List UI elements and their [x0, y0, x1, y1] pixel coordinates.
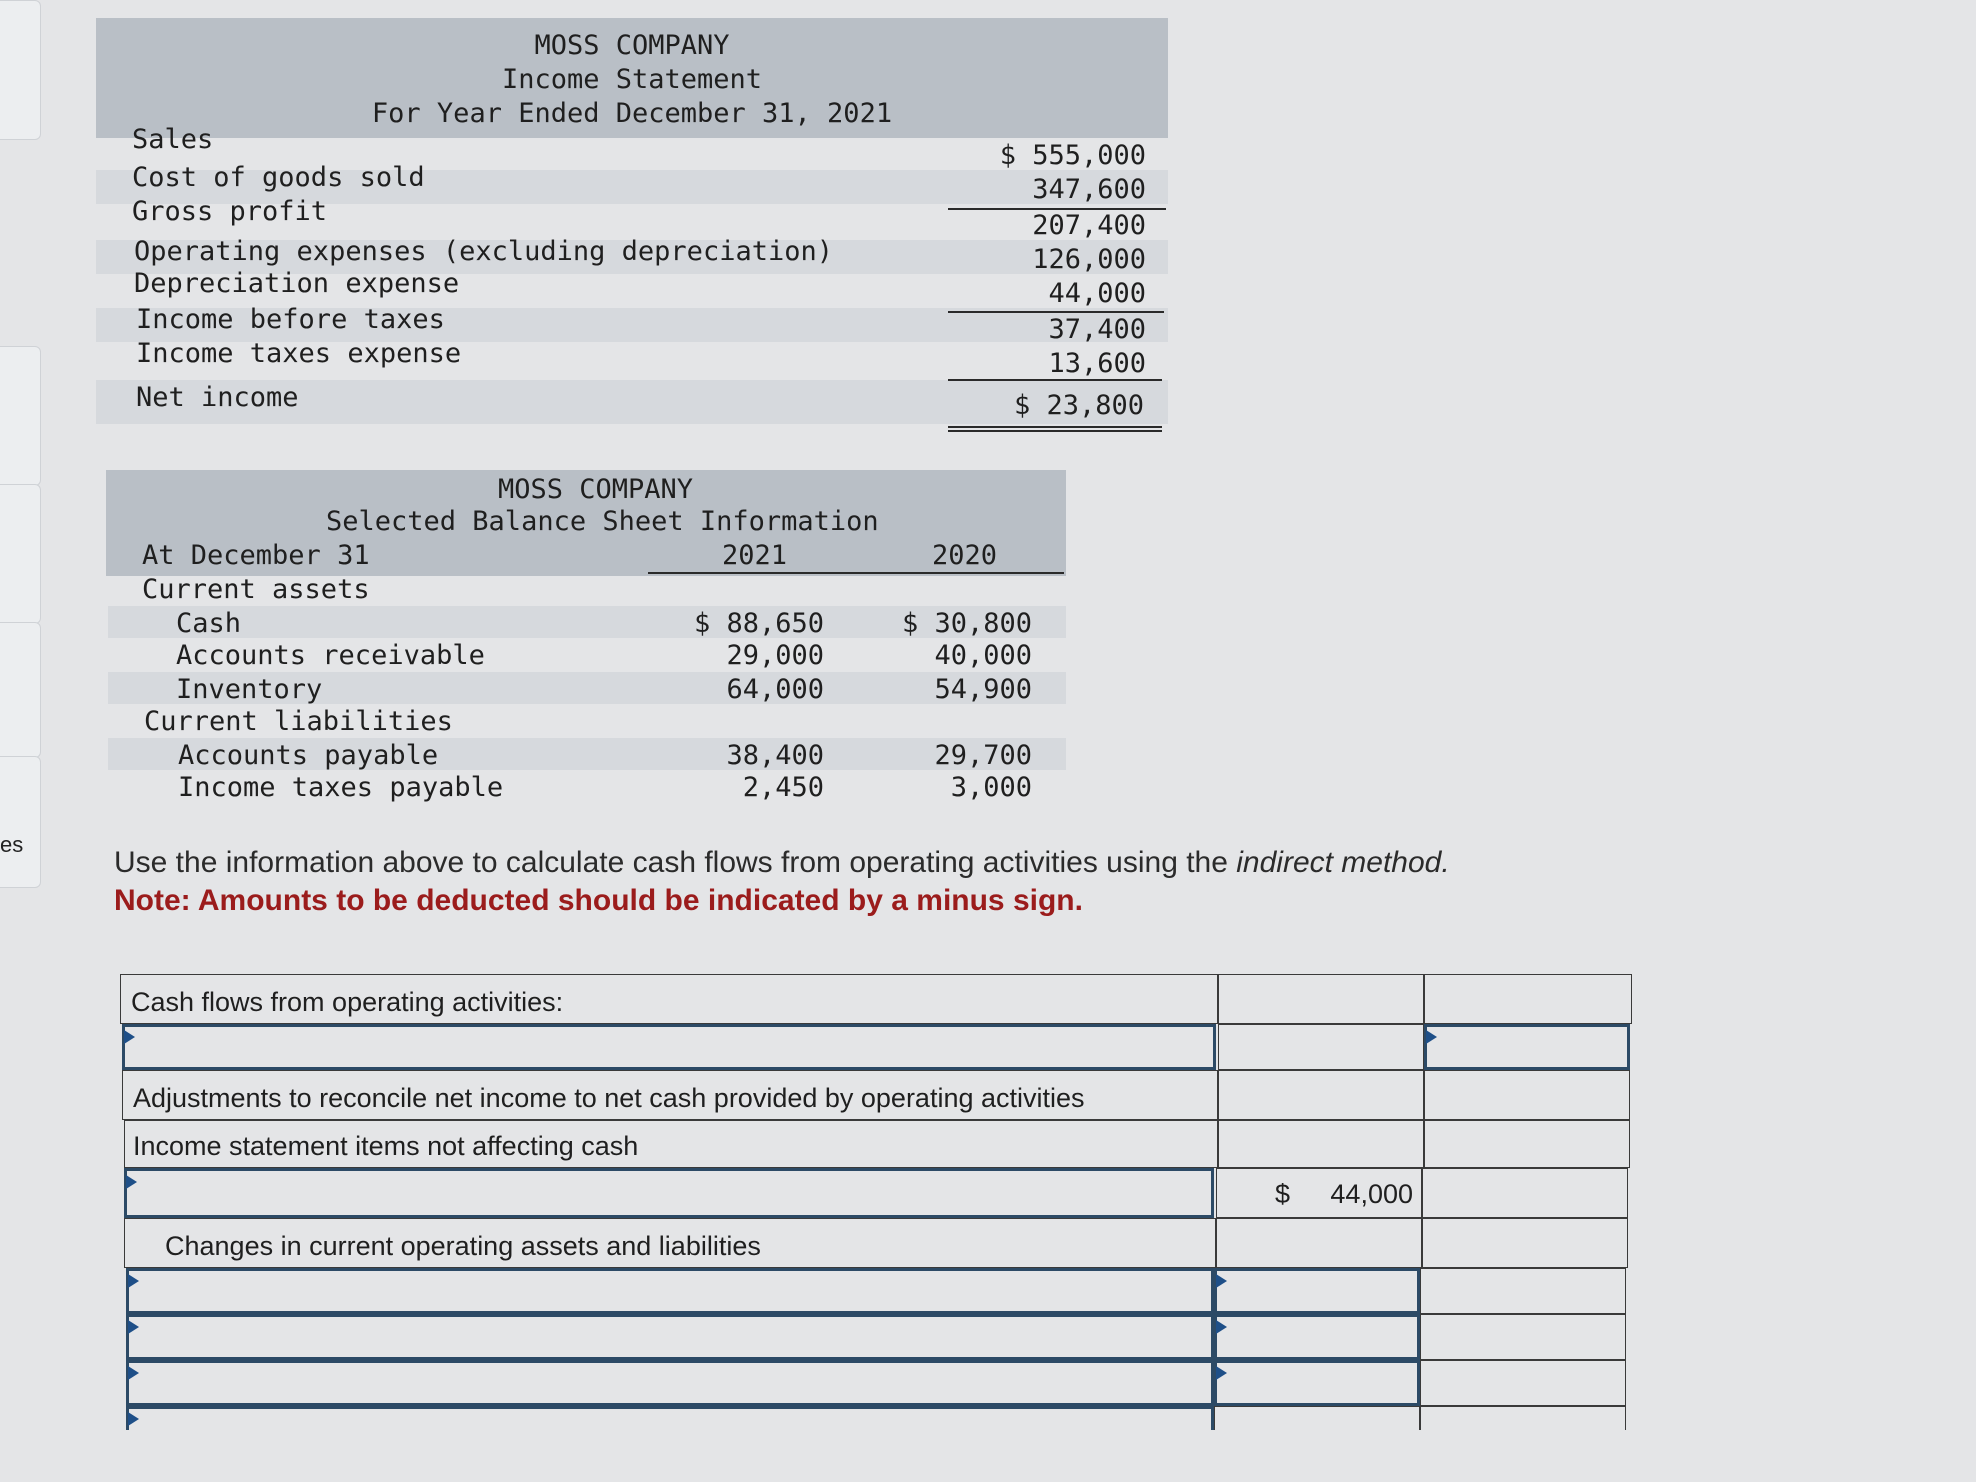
input-marker-icon — [126, 1175, 137, 1189]
table-cell — [1218, 1120, 1424, 1168]
is-value-cogs: 347,600 — [1032, 174, 1146, 205]
bs-inventory-2020: 54,900 — [934, 674, 1032, 705]
table-cell — [1424, 974, 1632, 1024]
table-cell — [1422, 1168, 1628, 1218]
table-cell — [1420, 1268, 1626, 1314]
is-value-income-taxes: 13,600 — [1048, 348, 1146, 379]
net-income-label-input[interactable] — [122, 1024, 1216, 1070]
input-marker-icon — [1216, 1366, 1227, 1380]
change-item-input-2[interactable] — [126, 1314, 1214, 1360]
change-amount-input-2[interactable] — [1214, 1314, 1420, 1360]
left-sidebar — [0, 0, 50, 1482]
bs-current-assets: Current assets — [142, 574, 370, 605]
bs-label-itp: Income taxes payable — [178, 772, 504, 803]
sidebar-card[interactable] — [0, 0, 41, 140]
instruction-note: Note: Amounts to be deducted should be indicated by a minus sign. — [114, 884, 1083, 917]
table-cell — [1218, 1070, 1424, 1120]
is-value-sales: $ 555,000 — [999, 140, 1146, 171]
sidebar-card[interactable] — [0, 622, 41, 758]
header-rule — [648, 572, 1064, 574]
bs-itp-2020: 3,000 — [950, 772, 1032, 803]
change-item-input-4[interactable] — [126, 1406, 1214, 1430]
is-label-depreciation: Depreciation expense — [134, 268, 460, 299]
total-double-rule — [948, 430, 1162, 432]
input-marker-icon — [128, 1412, 139, 1426]
income-statement-header — [96, 18, 1168, 138]
is-label-gross-profit: Gross profit — [132, 196, 328, 227]
instruction-method: indirect method. — [1236, 846, 1450, 879]
changes-heading: Changes in current operating assets and liabilities — [124, 1218, 1216, 1268]
change-amount-input-1[interactable] — [1214, 1268, 1420, 1314]
is-label-net-income: Net income — [136, 382, 299, 413]
non-cash-item-input[interactable] — [124, 1168, 1214, 1218]
change-amount-input-3[interactable] — [1214, 1360, 1420, 1406]
adjustments-heading: Adjustments to reconcile net income to net cash provided by operating activities — [122, 1070, 1218, 1120]
table-cell — [1422, 1218, 1628, 1268]
total-double-rule — [948, 426, 1162, 428]
table-cell — [1216, 1218, 1422, 1268]
bs-ar-2020: 40,000 — [934, 640, 1032, 671]
is-label-income-taxes: Income taxes expense — [136, 338, 462, 369]
bs-title: Selected Balance Sheet Information — [326, 506, 879, 537]
table-cell — [1424, 1120, 1630, 1168]
bs-label-ar: Accounts receivable — [176, 640, 485, 671]
bs-col-2021: 2021 — [722, 540, 788, 571]
balance-sheet-header — [106, 470, 1066, 576]
table-cell — [1420, 1406, 1626, 1430]
statement-title: Income Statement — [501, 64, 763, 95]
input-marker-icon — [1216, 1320, 1227, 1334]
cash-flows-heading: Cash flows from operating activities: — [120, 974, 1218, 1024]
bs-ap-2020: 29,700 — [934, 740, 1032, 771]
input-marker-icon — [1426, 1030, 1437, 1044]
sidebar-card[interactable] — [0, 756, 41, 888]
bs-ar-2021: 29,000 — [726, 640, 824, 671]
net-income-amount-input[interactable] — [1424, 1024, 1630, 1070]
bs-date-label: At December 31 — [142, 540, 370, 571]
is-label-sales: Sales — [132, 124, 214, 155]
is-label-operating-expenses: Operating expenses (excluding depreciation) — [134, 236, 833, 267]
bs-label-ap: Accounts payable — [178, 740, 439, 771]
instructions — [114, 846, 1450, 880]
bs-label-inventory: Inventory — [176, 674, 323, 705]
table-cell — [1420, 1314, 1626, 1360]
input-marker-icon — [124, 1030, 135, 1044]
is-value-depreciation: 44,000 — [1048, 278, 1146, 309]
cash-flow-answer-table — [120, 974, 1632, 1430]
input-marker-icon — [1216, 1274, 1227, 1288]
bs-itp-2021: 2,450 — [742, 772, 824, 803]
is-value-operating-expenses: 126,000 — [1032, 244, 1146, 275]
is-value-income-before-taxes: 37,400 — [1048, 314, 1146, 345]
table-cell — [1218, 1024, 1424, 1070]
bs-inventory-2021: 64,000 — [726, 674, 824, 705]
sidebar-card[interactable] — [0, 484, 41, 624]
non-cash-heading: Income statement items not affecting cash — [124, 1120, 1218, 1168]
prefilled-amount: 44,000 — [1330, 1179, 1413, 1209]
change-item-input-1[interactable] — [126, 1268, 1214, 1314]
input-marker-icon — [128, 1274, 139, 1288]
bs-company-name: MOSS COMPANY — [498, 474, 694, 505]
table-cell — [1424, 1070, 1630, 1120]
sidebar-card[interactable] — [0, 346, 41, 486]
bs-ap-2021: 38,400 — [726, 740, 824, 771]
input-marker-icon — [128, 1366, 139, 1380]
bs-label-cash: Cash — [176, 608, 242, 639]
prefilled-amount-cell[interactable] — [1216, 1168, 1422, 1218]
table-cell — [1218, 974, 1424, 1024]
sidebar-partial-label: es — [0, 832, 24, 857]
is-value-gross-profit: 207,400 — [1032, 210, 1146, 241]
table-cell — [1420, 1360, 1626, 1406]
statement-period: For Year Ended December 31, 2021 — [371, 98, 893, 129]
bs-cash-2021: $ 88,650 — [693, 608, 824, 639]
bs-col-2020: 2020 — [932, 540, 998, 571]
subtotal-rule — [948, 379, 1162, 381]
company-name: MOSS COMPANY — [534, 30, 730, 61]
bs-cash-2020: $ 30,800 — [901, 608, 1032, 639]
change-item-input-3[interactable] — [126, 1360, 1214, 1406]
is-label-cogs: Cost of goods sold — [132, 162, 425, 193]
bs-current-liabilities: Current liabilities — [144, 706, 453, 737]
table-cell — [1214, 1406, 1420, 1430]
is-value-net-income: $ 23,800 — [1013, 390, 1144, 421]
is-label-income-before-taxes: Income before taxes — [136, 304, 445, 335]
instruction-text: Use the information above to calculate cash flows from operating activities using the — [114, 846, 1237, 879]
subtotal-rule — [948, 311, 1164, 313]
dollar-sign: $ — [1275, 1179, 1291, 1209]
input-marker-icon — [128, 1320, 139, 1334]
